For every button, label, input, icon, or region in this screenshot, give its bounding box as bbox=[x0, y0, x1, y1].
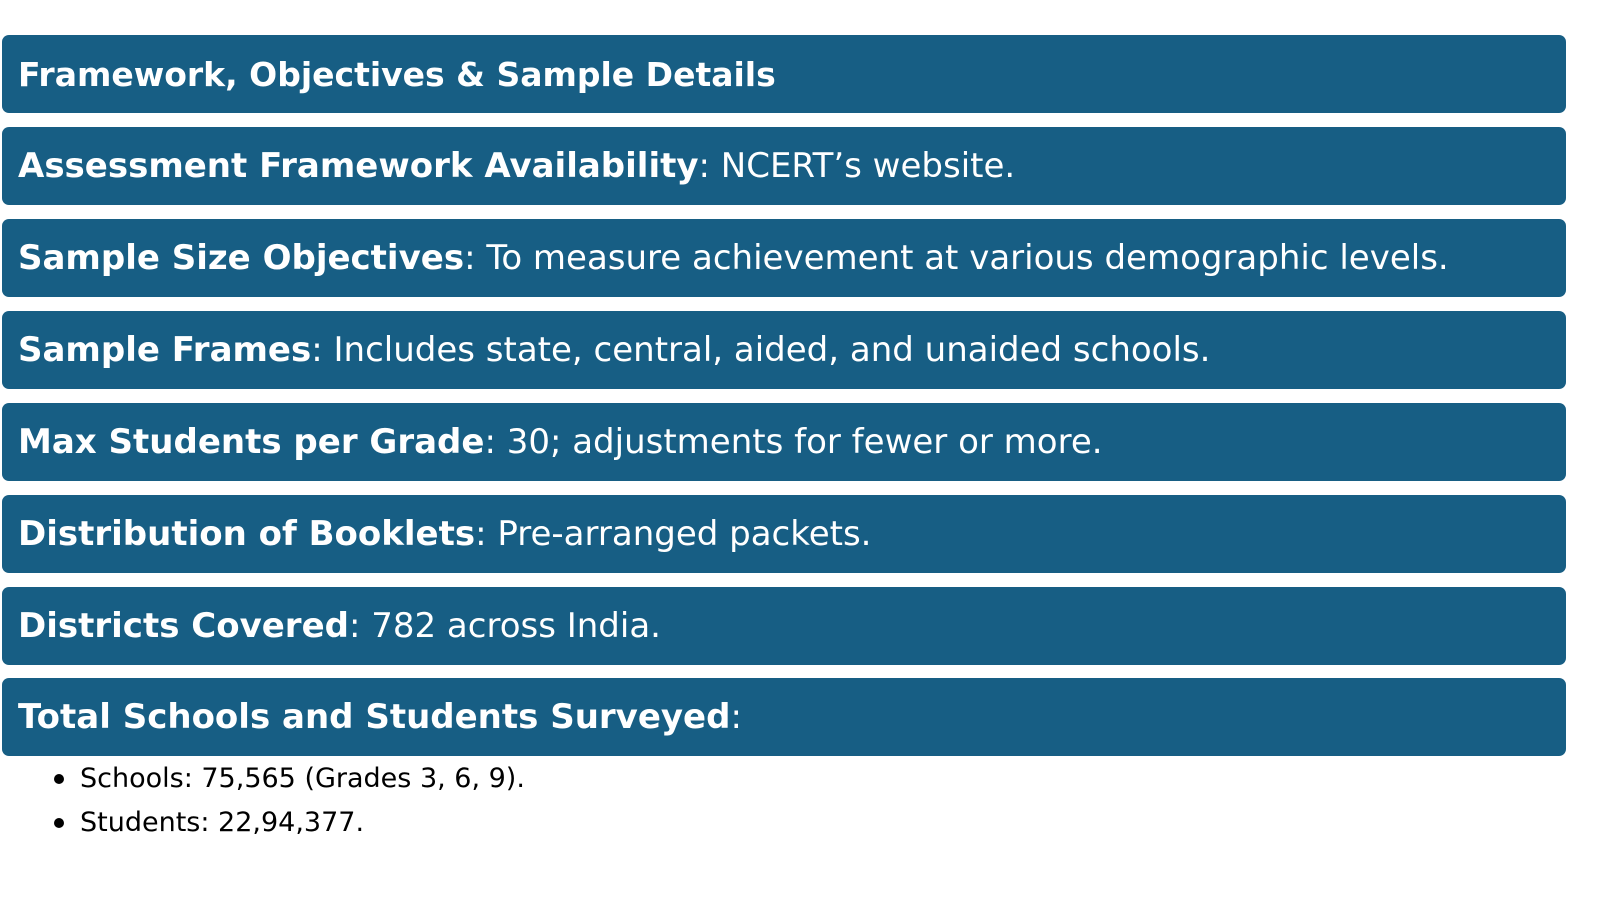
list-item bbox=[80, 760, 525, 804]
detail-value: : 30; adjustments for fewer or more. bbox=[484, 422, 1103, 462]
detail-value: : 782 across India. bbox=[348, 606, 661, 646]
detail-text bbox=[18, 697, 742, 737]
detail-row-booklets bbox=[2, 495, 1566, 573]
detail-row-max-students bbox=[2, 403, 1566, 481]
totals-bullet-list bbox=[48, 760, 525, 848]
list-item bbox=[80, 804, 525, 848]
bullet-text: Students: 22,94,377. bbox=[80, 807, 365, 838]
section-title: Framework, Objectives & Sample Details bbox=[18, 54, 776, 94]
detail-label: Distribution of Booklets bbox=[18, 514, 476, 554]
detail-label: Districts Covered bbox=[18, 606, 349, 646]
detail-row-sample-size bbox=[2, 219, 1566, 297]
detail-label: Sample Frames bbox=[18, 330, 312, 370]
detail-text bbox=[18, 146, 1015, 186]
detail-text bbox=[18, 422, 1103, 462]
detail-row-sample-frames bbox=[2, 311, 1566, 389]
detail-text bbox=[18, 606, 661, 646]
detail-row-districts bbox=[2, 587, 1566, 665]
section-header bbox=[2, 35, 1566, 113]
detail-row-framework bbox=[2, 127, 1566, 205]
detail-label: Assessment Framework Availability bbox=[18, 146, 699, 186]
bullet-text: Schools: 75,565 (Grades 3, 6, 9). bbox=[80, 763, 525, 794]
detail-text bbox=[18, 514, 872, 554]
detail-text bbox=[18, 238, 1449, 278]
bullet-icon bbox=[54, 818, 64, 828]
detail-value: : Includes state, central, aided, and unaided schools. bbox=[311, 330, 1211, 370]
detail-label: Total Schools and Students Surveyed bbox=[18, 697, 731, 737]
detail-text bbox=[18, 330, 1210, 370]
detail-value: : Pre-arranged packets. bbox=[475, 514, 872, 554]
detail-label: Max Students per Grade bbox=[18, 422, 485, 462]
detail-row-totals bbox=[2, 678, 1566, 756]
bullet-icon bbox=[54, 774, 64, 784]
detail-value: : To measure achievement at various demographic levels. bbox=[464, 238, 1449, 278]
detail-label: Sample Size Objectives bbox=[18, 238, 465, 278]
detail-value: : NCERT’s website. bbox=[698, 146, 1016, 186]
detail-value: : bbox=[730, 697, 742, 737]
